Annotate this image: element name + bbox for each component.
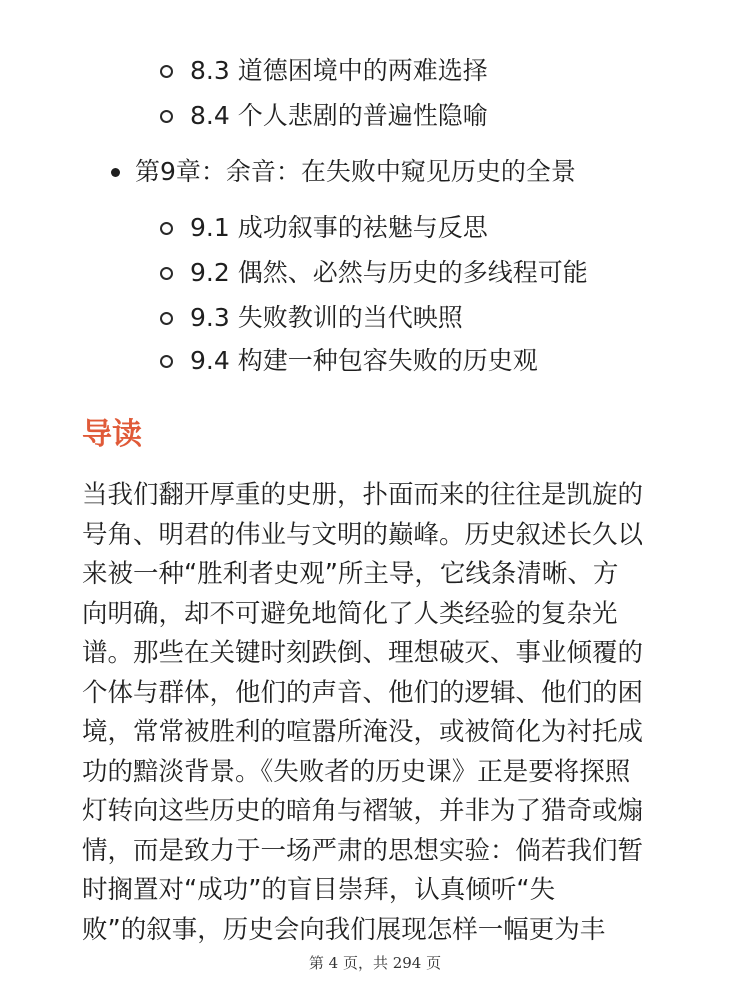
- body-line: 谱。那些在关键时刻跌倒、理想破灭、事业倾覆的: [82, 638, 644, 668]
- hollow-bullet-icon: [160, 110, 173, 123]
- body-line: 败”的叙事，历史会向我们展现怎样一幅更为丰: [82, 914, 606, 945]
- toc-subitem-8-3[interactable]: [160, 51, 488, 91]
- toc-chapter-9[interactable]: [111, 152, 576, 192]
- filled-bullet-icon: [111, 168, 120, 177]
- toc-subitem-number: 8.4: [190, 101, 230, 130]
- toc-subitem-8-4[interactable]: [160, 96, 488, 136]
- body-line: 个体与群体，他们的声音、他们的逻辑、他们的困: [82, 677, 644, 708]
- toc-subitem-title: 构建一种包容失败的历史观: [237, 346, 538, 375]
- toc-subitem-number: 9.1: [190, 213, 230, 242]
- page-number-footer: 第 4 页，共 294 页: [308, 954, 442, 972]
- body-paragraph: [82, 476, 668, 950]
- toc-subitem-9-2[interactable]: [160, 253, 588, 293]
- toc-subitem-number: 9.2: [190, 258, 230, 287]
- body-line: 时搁置对“成功”的盲目崇拜，认真倾听“失: [82, 875, 556, 905]
- body-line: 境，常常被胜利的喧嚣所淹没，或被简化为衬托成: [82, 717, 644, 747]
- toc-subitem-title: 个人悲剧的普遍性隐喻: [237, 101, 488, 130]
- body-line: 功的黯淡背景。《失败者的历史课》正是要将探照: [82, 756, 631, 787]
- hollow-bullet-icon: [160, 65, 173, 78]
- hollow-bullet-icon: [160, 267, 173, 280]
- toc-subitem-title: 偶然、必然与历史的多线程可能: [237, 258, 588, 287]
- toc-chapter-label: 第9章：余音：在失败中窥见历史的全景: [135, 157, 576, 186]
- hollow-bullet-icon: [160, 312, 173, 325]
- toc-subitem-number: 9.4: [190, 346, 230, 375]
- body-line: 来被一种“胜利者史观”所主导，它线条清晰、方: [82, 559, 619, 589]
- body-line: 灯转向这些历史的暗角与褶皱，并非为了猎奇或煽: [82, 796, 644, 826]
- toc-subitem-9-1[interactable]: [160, 208, 488, 248]
- toc-subitem-number: 8.3: [190, 56, 230, 85]
- hollow-bullet-icon: [160, 222, 173, 235]
- toc-subitem-title: 成功叙事的祛魅与反思: [237, 213, 488, 242]
- body-line: 号角、明君的伟业与文明的巅峰。历史叙述长久以: [82, 519, 644, 550]
- hollow-bullet-icon: [160, 355, 173, 368]
- toc-subitem-title: 失败教训的当代映照: [237, 303, 463, 332]
- toc-subitem-number: 9.3: [190, 303, 230, 332]
- body-line: 向明确，却不可避免地简化了人类经验的复杂光: [82, 598, 618, 629]
- toc-subitem-9-3[interactable]: [160, 298, 463, 338]
- section-heading: 导读: [82, 417, 142, 452]
- body-line: 情，而是致力于一场严肃的思想实验：倘若我们暂: [82, 835, 644, 866]
- toc-subitem-title: 道德困境中的两难选择: [237, 56, 488, 85]
- body-line: 当我们翻开厚重的史册，扑面而来的往往是凯旋的: [82, 480, 644, 510]
- toc-subitem-9-4[interactable]: [160, 341, 538, 381]
